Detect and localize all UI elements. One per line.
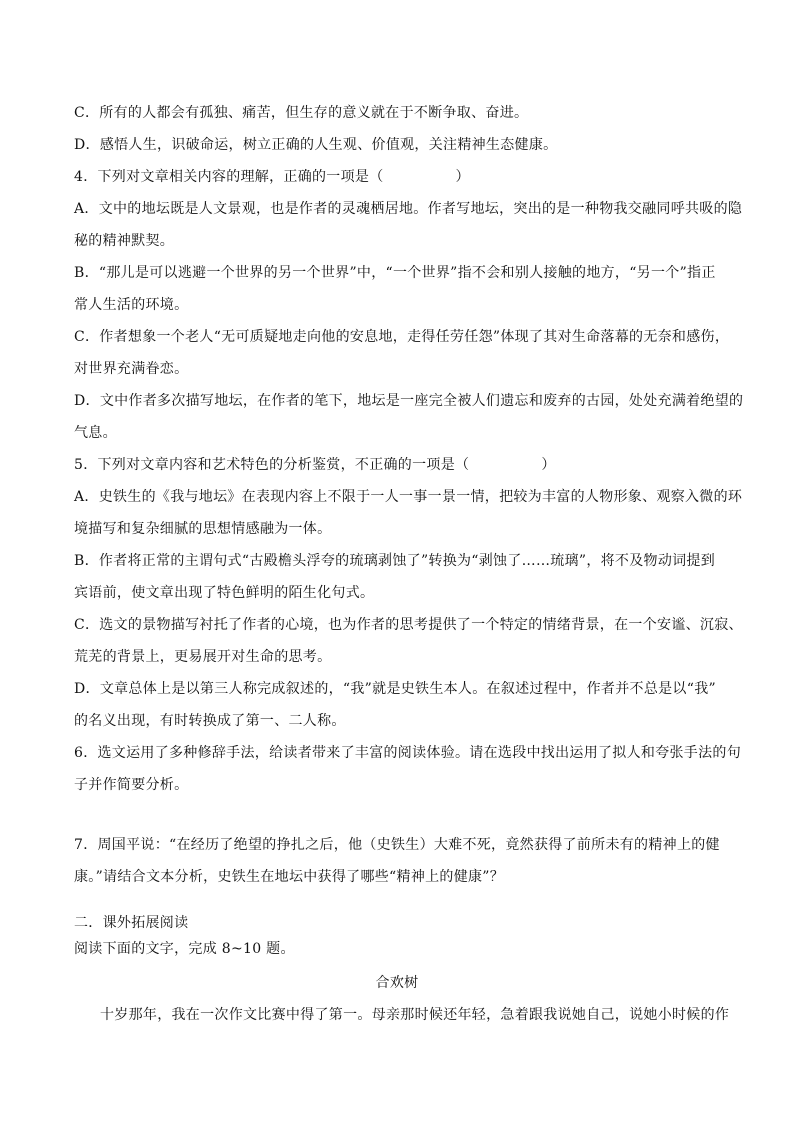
q4-option-d-line1: D．文中作者多次描写地坛，在作者的笔下，地坛是一座完全被人们遗忘和废弃的古园，处处充满着绝望的 (74, 393, 744, 409)
q4-option-b-line1: B．“那儿是可以逃避一个世界的另一个世界”中，“一个世界”指不会和别人接触的地方，“另一个”指正 (74, 265, 716, 281)
q5-paren-close: ） (541, 457, 556, 473)
q5-option-d-line1: D．文章总体上是以第三人称完成叙述的，“我”就是史铁生本人。在叙述过程中，作者并不总是以“我” (74, 681, 716, 697)
q4-stem (74, 168, 734, 186)
section-instruction: 阅读下面的文字，完成 8~10 题。 (74, 941, 295, 957)
q4-paren-close: ） (455, 169, 470, 185)
q4-option-a-line1: A．文中的地坛既是人文景观，也是作者的灵魂栖居地。作者写地坛，突出的是一种物我交融同呼共吸的隐 (74, 201, 743, 217)
q5-option-c-line2: 荒芜的背景上，更易展开对生命的思考。 (74, 649, 332, 665)
q5-option-b-line2: 宾语前，使文章出现了特色鲜明的陌生化句式。 (74, 585, 375, 601)
q4-option-a-line2: 秘的精神默契。 (74, 233, 175, 249)
q7-stem-line1: 7．周国平说：“在经历了绝望的挣扎之后，他（史铁生）大难不死，竟然获得了前所未有的精神上的健 (74, 837, 720, 853)
q4-option-d-line2: 气息。 (74, 425, 117, 441)
q5-option-a-line2: 境描写和复杂细腻的思想情感融为一体。 (74, 521, 332, 537)
q4-option-b-line2: 常人生活的环境。 (74, 297, 189, 313)
q6-stem-line1: 6．选文运用了多种修辞手法，给读者带来了丰富的阅读体验。请在选段中找出运用了拟人和夸张手法的句 (74, 745, 742, 761)
passage-paragraph-line1: 十岁那年，我在一次作文比赛中得了第一。母亲那时候还年轻，急着跟我说她自己，说她小时候的作 (100, 1007, 730, 1023)
q5-option-b-line1: B．作者将正常的主谓句式“古殿檐头浮夸的琉璃剥蚀了”转换为“剥蚀了……琉璃”，将不及物动词提到 (74, 553, 716, 569)
section-heading: 二．课外拓展阅读 (74, 915, 189, 931)
q3-option-d: D．感悟人生，识破命运，树立正确的人生观、价值观，关注精神生态健康。 (74, 137, 558, 153)
q4-stem-text: 4．下列对文章相关内容的理解，正确的一项是（ (74, 169, 384, 185)
q4-option-c-line2: 对世界充满眷恋。 (74, 361, 189, 377)
q5-stem-text: 5．下列对文章内容和艺术特色的分析鉴赏，不正确的一项是（ (74, 457, 470, 473)
q5-option-c-line1: C．选文的景物描写衬托了作者的心境，也为作者的思考提供了一个特定的情绪背景，在一个安谧、沉寂、 (74, 617, 743, 633)
q5-option-d-line2: 的名义出现，有时转换成了第一、二人称。 (74, 713, 346, 729)
q5-option-a-line1: A．史铁生的《我与地坛》在表现内容上不限于一人一事一景一情，把较为丰富的人物形象、观察入微的环 (74, 489, 743, 505)
q3-option-c: C．所有的人都会有孤独、痛苦，但生存的意义就在于不断争取、奋进。 (74, 105, 529, 121)
q5-stem (74, 456, 734, 474)
q7-stem-line2: 康。”请结合文本分析，史铁生在地坛中获得了哪些“精神上的健康”？ (74, 869, 505, 885)
q4-option-c-line1: C．作者想象一个老人“无可质疑地走向他的安息地，走得任劳任怨”体现了其对生命落幕的无奈和感伤， (74, 329, 730, 345)
passage-title: 合欢树 (375, 975, 419, 991)
q6-stem-line2: 子并作简要分析。 (74, 777, 189, 793)
